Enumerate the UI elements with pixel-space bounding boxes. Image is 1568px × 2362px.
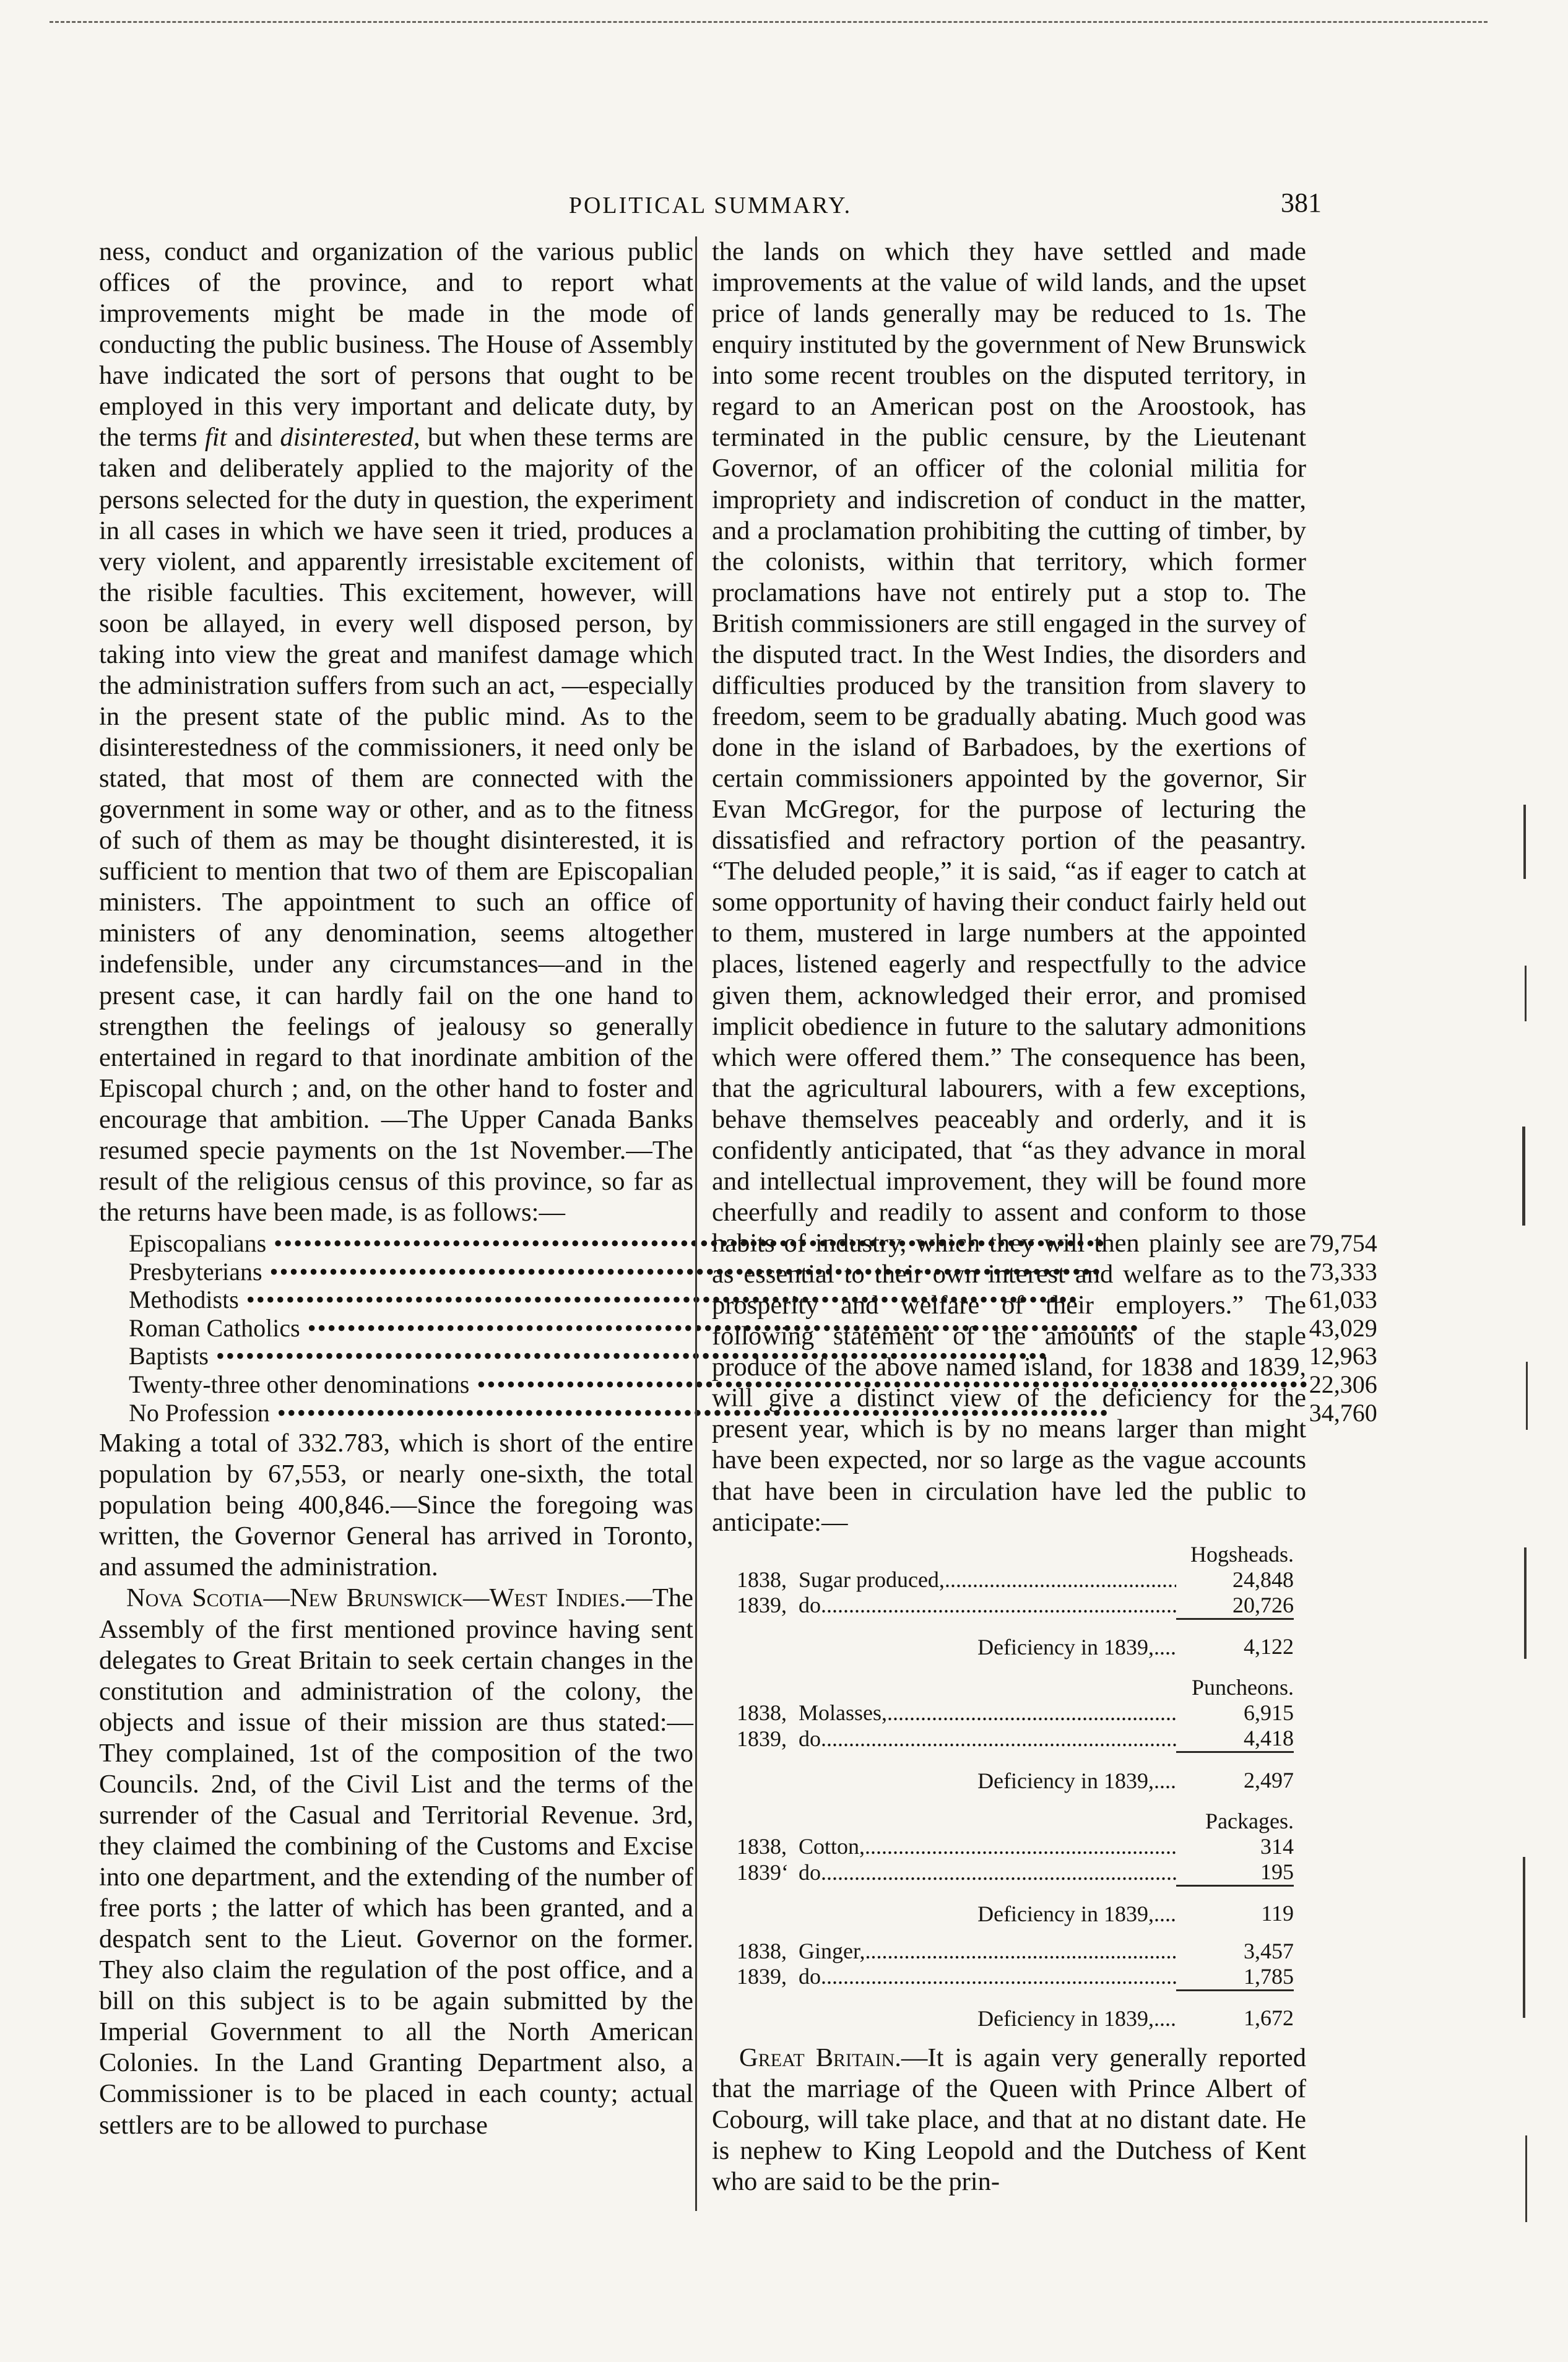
produce-row: [737, 1964, 1294, 1991]
census-name: Roman Catholics •••••: [129, 1314, 1309, 1343]
scan-top-edge: [50, 21, 1488, 23]
page-header: [99, 188, 1322, 235]
italic-term: disinterested: [280, 423, 414, 452]
item: do. .....: [799, 1593, 1176, 1619]
left-paragraph-2: Making a total of 332.783, which is short of the entire population by 67,553, or nearly one-sixth, the total population being 400,846.—Since the foregoing was written, the Governor General has arrived in Toronto, and assumed the administration.: [99, 1429, 693, 1582]
value: 6,915: [1244, 1700, 1294, 1726]
year: 1839,: [737, 1726, 787, 1752]
produce-row: [737, 1593, 1294, 1619]
right-paragraph-2: [712, 2043, 1306, 2197]
value: 1,785: [1244, 1963, 1294, 1989]
deficiency-row: [737, 1885, 1294, 1938]
value: 195: [1260, 1859, 1294, 1884]
scan-speck: [1525, 2135, 1527, 2222]
year: 1838,: [737, 1833, 787, 1859]
deficiency-label: Deficiency in 1839,....: [977, 1901, 1176, 1927]
item: Ginger, .....: [799, 1939, 1176, 1964]
left-paragraph-3: [99, 1583, 693, 2140]
census-value: 22,306: [1309, 1370, 1377, 1398]
value: 4,418: [1244, 1726, 1294, 1751]
page-number: 381: [1281, 188, 1322, 218]
deficiency-label: Deficiency in 1839,....: [977, 2006, 1176, 2031]
section-heading: Great Britain.: [739, 2043, 901, 2073]
deficiency-row: [737, 1619, 1294, 1671]
column-divider: [695, 236, 697, 2211]
census-value: 73,333: [1309, 1257, 1377, 1286]
year: 1838,: [737, 1567, 787, 1592]
text-run: —It is again very generally reported that the marriage of the Queen with Prince Albert of Cobourg, will take place, and that at no distant date. He is nephew to King Leopold and the Dutchess of Kent who are said to be the prin-: [712, 2043, 1306, 2197]
unit-label: Puncheons.: [1192, 1675, 1294, 1700]
year: 1838,: [737, 1700, 787, 1726]
produce-row: [737, 1939, 1294, 1964]
deficiency-label: Deficiency in 1839,....: [977, 1635, 1176, 1660]
scan-speck: [1523, 805, 1526, 879]
census-value: 79,754: [1309, 1229, 1377, 1257]
scan-speck: [1524, 1547, 1527, 1659]
item: do. .....: [799, 1726, 1176, 1752]
census-value: 43,029: [1309, 1313, 1377, 1342]
scan-speck: [1522, 1127, 1525, 1226]
year: 1838,: [737, 1938, 787, 1963]
census-name: Methodists •••••: [129, 1286, 1309, 1314]
unit-label: Packages.: [1205, 1808, 1294, 1833]
section-heading: Nova Scotia—New Brunswick—West Indies.: [126, 1583, 626, 1613]
unit-label: Hogsheads.: [1190, 1541, 1294, 1567]
item: Sugar produced, .....: [799, 1567, 1176, 1593]
right-paragraph-1: the lands on which they have settled and made improvements at the value of wild lands, and the upset price of lands generally may be reduced to 1s. The enquiry instituted by the government of New Brunswick into some recent troubles on the disputed territory, in regard to an American post on the Aroostook, has terminated in the public censure, by the Lieutenant Governor, of an officer of the colonial militia for impropriety and indiscretion of conduct in the matter, and a proclamation prohibiting the cutting of timber, by the colonists, within that territory, which former proclamations have not entirely put a stop to. The British commissioners are still engaged in the survey of the disputed tract. In the West Indies, the disorders and difficulties produced by the transition from slavery to freedom, seem to be gradually abating. Much good was done in the island of Barbadoes, by the exertions of certain commissioners appointed by the governor, Sir Evan McGregor, for the purpose of lecturing the dissatisfied and refractory portion of the peasantry. “The deluded people,” it is said, “as if eager to catch at some opportunity of having their conduct fairly held out to them, mustered in large numbers at the appointed places, listened eagerly and respectfully to the advice given them, acknowledged their error, and promised implicit obedience in future to the salutary admonitions which were offered them.” The consequence has been, that the agricultural labourers, with a few exceptions, behave themselves peaceably and orderly, and it is confidently anticipated, that “as they advance in moral and intellectual improvement, they will be found more cheerfully and readily to assent and conform to those habits of industry, which they will then plainly see are as essential to their own interest and welfare as to the prosperity and welfare of their employers.” The following statement of the amounts of the staple produce of the above named island, for 1838 and 1839, will give a distinct view of the deficiency for the present year, which is by no means larger than might have been expected, nor so large as the vague accounts that have been in circulation have led the public to anticipate:—: [712, 237, 1306, 1537]
deficiency-label: Deficiency in 1839,....: [977, 1768, 1176, 1793]
scan-speck: [1526, 1362, 1528, 1430]
deficiency-row: [737, 1990, 1294, 2043]
deficiency-value: 119: [1176, 1885, 1294, 1938]
right-column: [712, 236, 1306, 2197]
year: 1839,: [737, 1593, 787, 1618]
scan-speck: [1523, 1857, 1525, 2018]
text-run: —The Assembly of the first mentioned province having sent delegates to Great Britain to seek certain changes in the constitution and administration of the colony, the objects and issue of their mission are thus stated:—They complained, 1st of the composition of the two Councils. 2nd, of the Civil List and the terms of the surrender of the Casual and Territorial Revenue. 3rd, they claimed the combining of the Customs and Excise into one department, and the extending of the number of free ports ; the latter of which has been granted, and a despatch sent to the Lieut. Governor on the former. They also claim the regulation of the post office, and a bill on this subject is to be again submitted by the Imperial Government to all the North American Colonies. In the Land Granting Department also, a Commissioner is to be placed in each county; actual settlers are to be allowed to purchase: [99, 1583, 693, 2140]
text-run: and: [227, 423, 280, 452]
item: Molasses, .....: [799, 1700, 1176, 1726]
unit-row: [737, 1538, 1294, 1567]
italic-term: fit: [204, 423, 227, 452]
running-title: POLITICAL SUMMARY.: [568, 193, 852, 218]
census-value: 34,760: [1309, 1398, 1377, 1427]
census-name: Baptists •••••: [129, 1342, 1309, 1370]
census-name: Presbyterians •••••: [129, 1258, 1309, 1286]
deficiency-value: 4,122: [1176, 1619, 1294, 1671]
left-paragraph-1: [99, 236, 693, 1228]
produce-row: [737, 1726, 1294, 1752]
value: 24,848: [1232, 1567, 1294, 1592]
unit-row: [737, 1805, 1294, 1834]
produce-row: [737, 1567, 1294, 1593]
text-run: ness, conduct and organization of the various public offices of the province, and to report what improvements might be made in the mode of conducting the public business. The House of Assembly have indicated the sort of persons that ought to be employed in this very important and delicate duty, by the terms: [99, 237, 693, 452]
produce-row: [737, 1834, 1294, 1859]
text-run: , but when these terms are taken and deliberately applied to the majority of the persons selected for the duty in question, the experiment in all cases in which we have seen it tried, produces a very violent, and apparently irresistable excitement of the risible faculties. This excitement, however, will soon be allayed, in every well disposed person, by taking into view the great and manifest damage which the administration suffers from such an act, —especially in the present state of the public mind. As to the disinterestedness of the commissioners, it need only be stated, that most of them are connected with the government in some way or other, and as to the fitness of such of them as may be thought disinterested, it is sufficient to mention that two of them are Episcopalian ministers. The appointment to such an office of ministers of any denomination, seems altogether indefensible, under any circumstances—and in the present case, it can hardly fail on the one hand to strengthen the feelings of jealousy so generally entertained in regard to that inordinate ambition of the Episcopal church ; and, on the other hand to foster and encourage that ambition. —The Upper Canada Banks resumed specie payments on the 1st November.—The result of the religious census of this province, so far as the returns have been made, is as follows:—: [99, 423, 693, 1227]
deficiency-value: 2,497: [1176, 1752, 1294, 1805]
item: do. .....: [799, 1964, 1176, 1991]
value: 20,726: [1232, 1592, 1294, 1617]
produce-row: [737, 1859, 1294, 1886]
value: 314: [1260, 1833, 1294, 1859]
census-value: 12,963: [1309, 1342, 1377, 1370]
value: 3,457: [1244, 1938, 1294, 1963]
produce-row: [737, 1700, 1294, 1726]
item: Cotton, .....: [799, 1834, 1176, 1859]
scan-margin-marks: [1506, 805, 1543, 2352]
deficiency-value: 1,672: [1176, 1990, 1294, 2043]
unit-row: [737, 1671, 1294, 1700]
census-name: Episcopalians •••••: [129, 1229, 1309, 1258]
produce-table: [737, 1538, 1294, 2043]
scan-speck: [1525, 966, 1527, 1021]
deficiency-row: [737, 1752, 1294, 1805]
census-value: 61,033: [1309, 1286, 1377, 1314]
census-name: Twenty-three other denominations •••••: [129, 1370, 1309, 1399]
year: 1839,: [737, 1964, 787, 1989]
census-name: No Profession •••••: [129, 1399, 1309, 1427]
year: 1839‘: [737, 1859, 789, 1885]
item: do. .....: [799, 1859, 1176, 1886]
